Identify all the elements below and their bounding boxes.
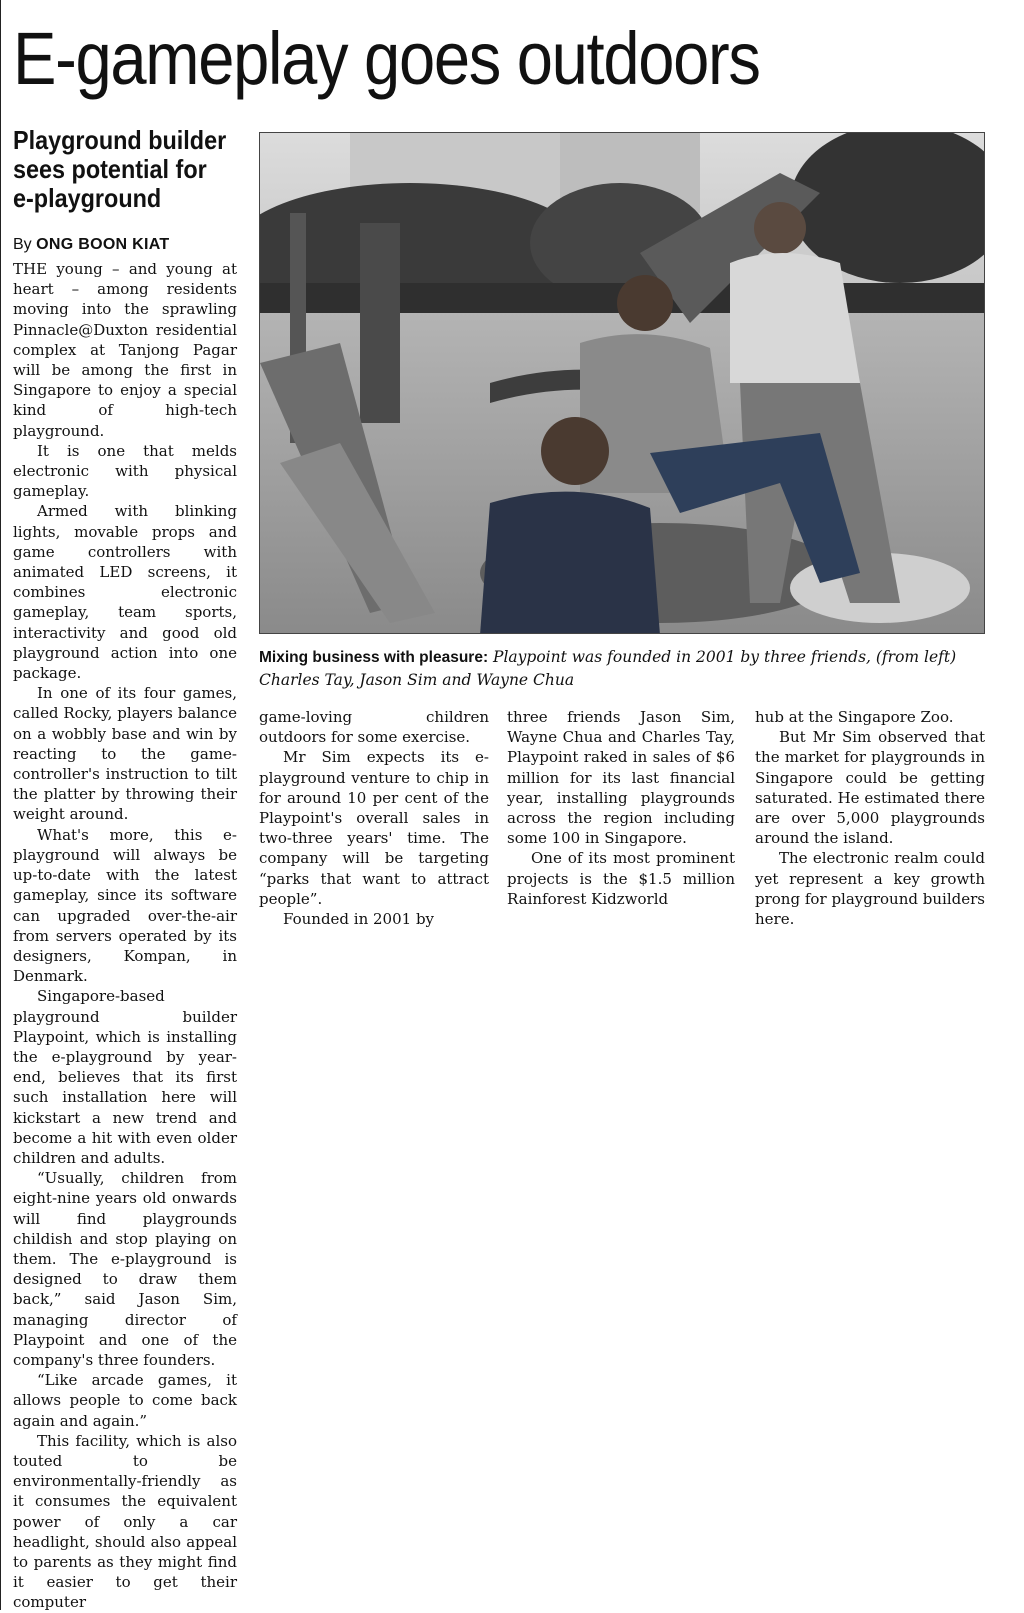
paragraph: “Usually, children from eight-nine years old onwards will find playgrounds childish and stop playing on them. The e-playground is designed to draw them back,” said Jason Sim, managing director of Playpoint and one of the company's three founders. xyxy=(13,1169,237,1369)
paragraph: But Mr Sim observed that the market for playgrounds in Singapore could be getting saturated. He estimated there are over 5,000 playgrounds around the island. xyxy=(755,728,985,848)
article-column-2 xyxy=(259,707,489,929)
paragraph: This facility, which is also touted to be environmentally-friendly as it consumes the equivalent power of only a car headlight, should also appeal to parents as they might find it easier to get their computer xyxy=(13,1431,237,1612)
paragraph: three friends Jason Sim, Wayne Chua and Charles Tay, Playpoint raked in sales of $6 million for its last financial year, installing playgrounds across the region including some 100 in Singapore. xyxy=(507,708,735,848)
paragraph: Singapore-based playground builder Playpoint, which is installing the e-playground by year-end, believes that its first such installation here will kickstart a new trend and become a hit with even older children and adults. xyxy=(13,987,237,1167)
paragraph: hub at the Singapore Zoo. xyxy=(755,708,954,726)
deck-subheadline: Playground builder sees potential for e-playground xyxy=(13,125,227,213)
article-column-1 xyxy=(13,259,237,1613)
paragraph: In one of its four games, called Rocky, players balance on a wobbly base and win by reacting to the game-controller's instruction to tilt the platter by throwing their weight around. xyxy=(13,684,237,824)
caption-label: Mixing business with pleasure: xyxy=(259,649,489,666)
paragraph: Mr Sim expects its e-playground venture to chip in for around 10 per cent of the Playpoint's overall sales in two-three years' time. The company will be targeting “parks that want to attract people”. xyxy=(259,748,489,908)
paragraph: Founded in 2001 by xyxy=(283,910,435,929)
paragraph: It is one that melds electronic with physical gameplay. xyxy=(13,441,237,501)
paragraph: The electronic realm could yet represent a key growth prong for playground builders here. xyxy=(755,849,985,929)
paragraph: What's more, this e-playground will always be up-to-date with the latest gameplay, since its software can upgraded over-the-air from servers operated by its designers, Kompan, in Denmark. xyxy=(13,825,237,986)
photo-caption xyxy=(259,646,987,691)
article-column-4 xyxy=(755,707,985,929)
paragraph: One of its most prominent projects is the $1.5 million Rainforest Kidzworld xyxy=(507,849,735,908)
byline xyxy=(13,235,170,255)
photo-illustration xyxy=(260,133,985,634)
photo-founders xyxy=(259,132,985,634)
headline: E-gameplay goes outdoors xyxy=(13,17,760,100)
paragraph: “Like arcade games, it allows people to come back again and again.” xyxy=(13,1371,237,1430)
paragraph: Armed with blinking lights, movable props and game controllers with animated LED screens, it combines electronic gameplay, team sports, interactivity and good old playground action into one package. xyxy=(13,502,237,683)
caption-text: Playpoint was founded in 2001 by three friends, (from left) Charles Tay, Jason Sim and Wayne Chua xyxy=(259,648,957,689)
paragraph: THE young – and young at heart – among residents moving into the sprawling Pinnacle@Duxton residential complex at Tanjong Pagar will be among the first in Singapore to enjoy a special kind of high-tech playground. xyxy=(13,260,237,440)
byline-author: ONG BOON KIAT xyxy=(36,236,170,253)
article-column-3 xyxy=(507,707,735,909)
byline-prefix: By xyxy=(13,236,32,253)
paragraph: game-loving children outdoors for some exercise. xyxy=(259,708,489,747)
